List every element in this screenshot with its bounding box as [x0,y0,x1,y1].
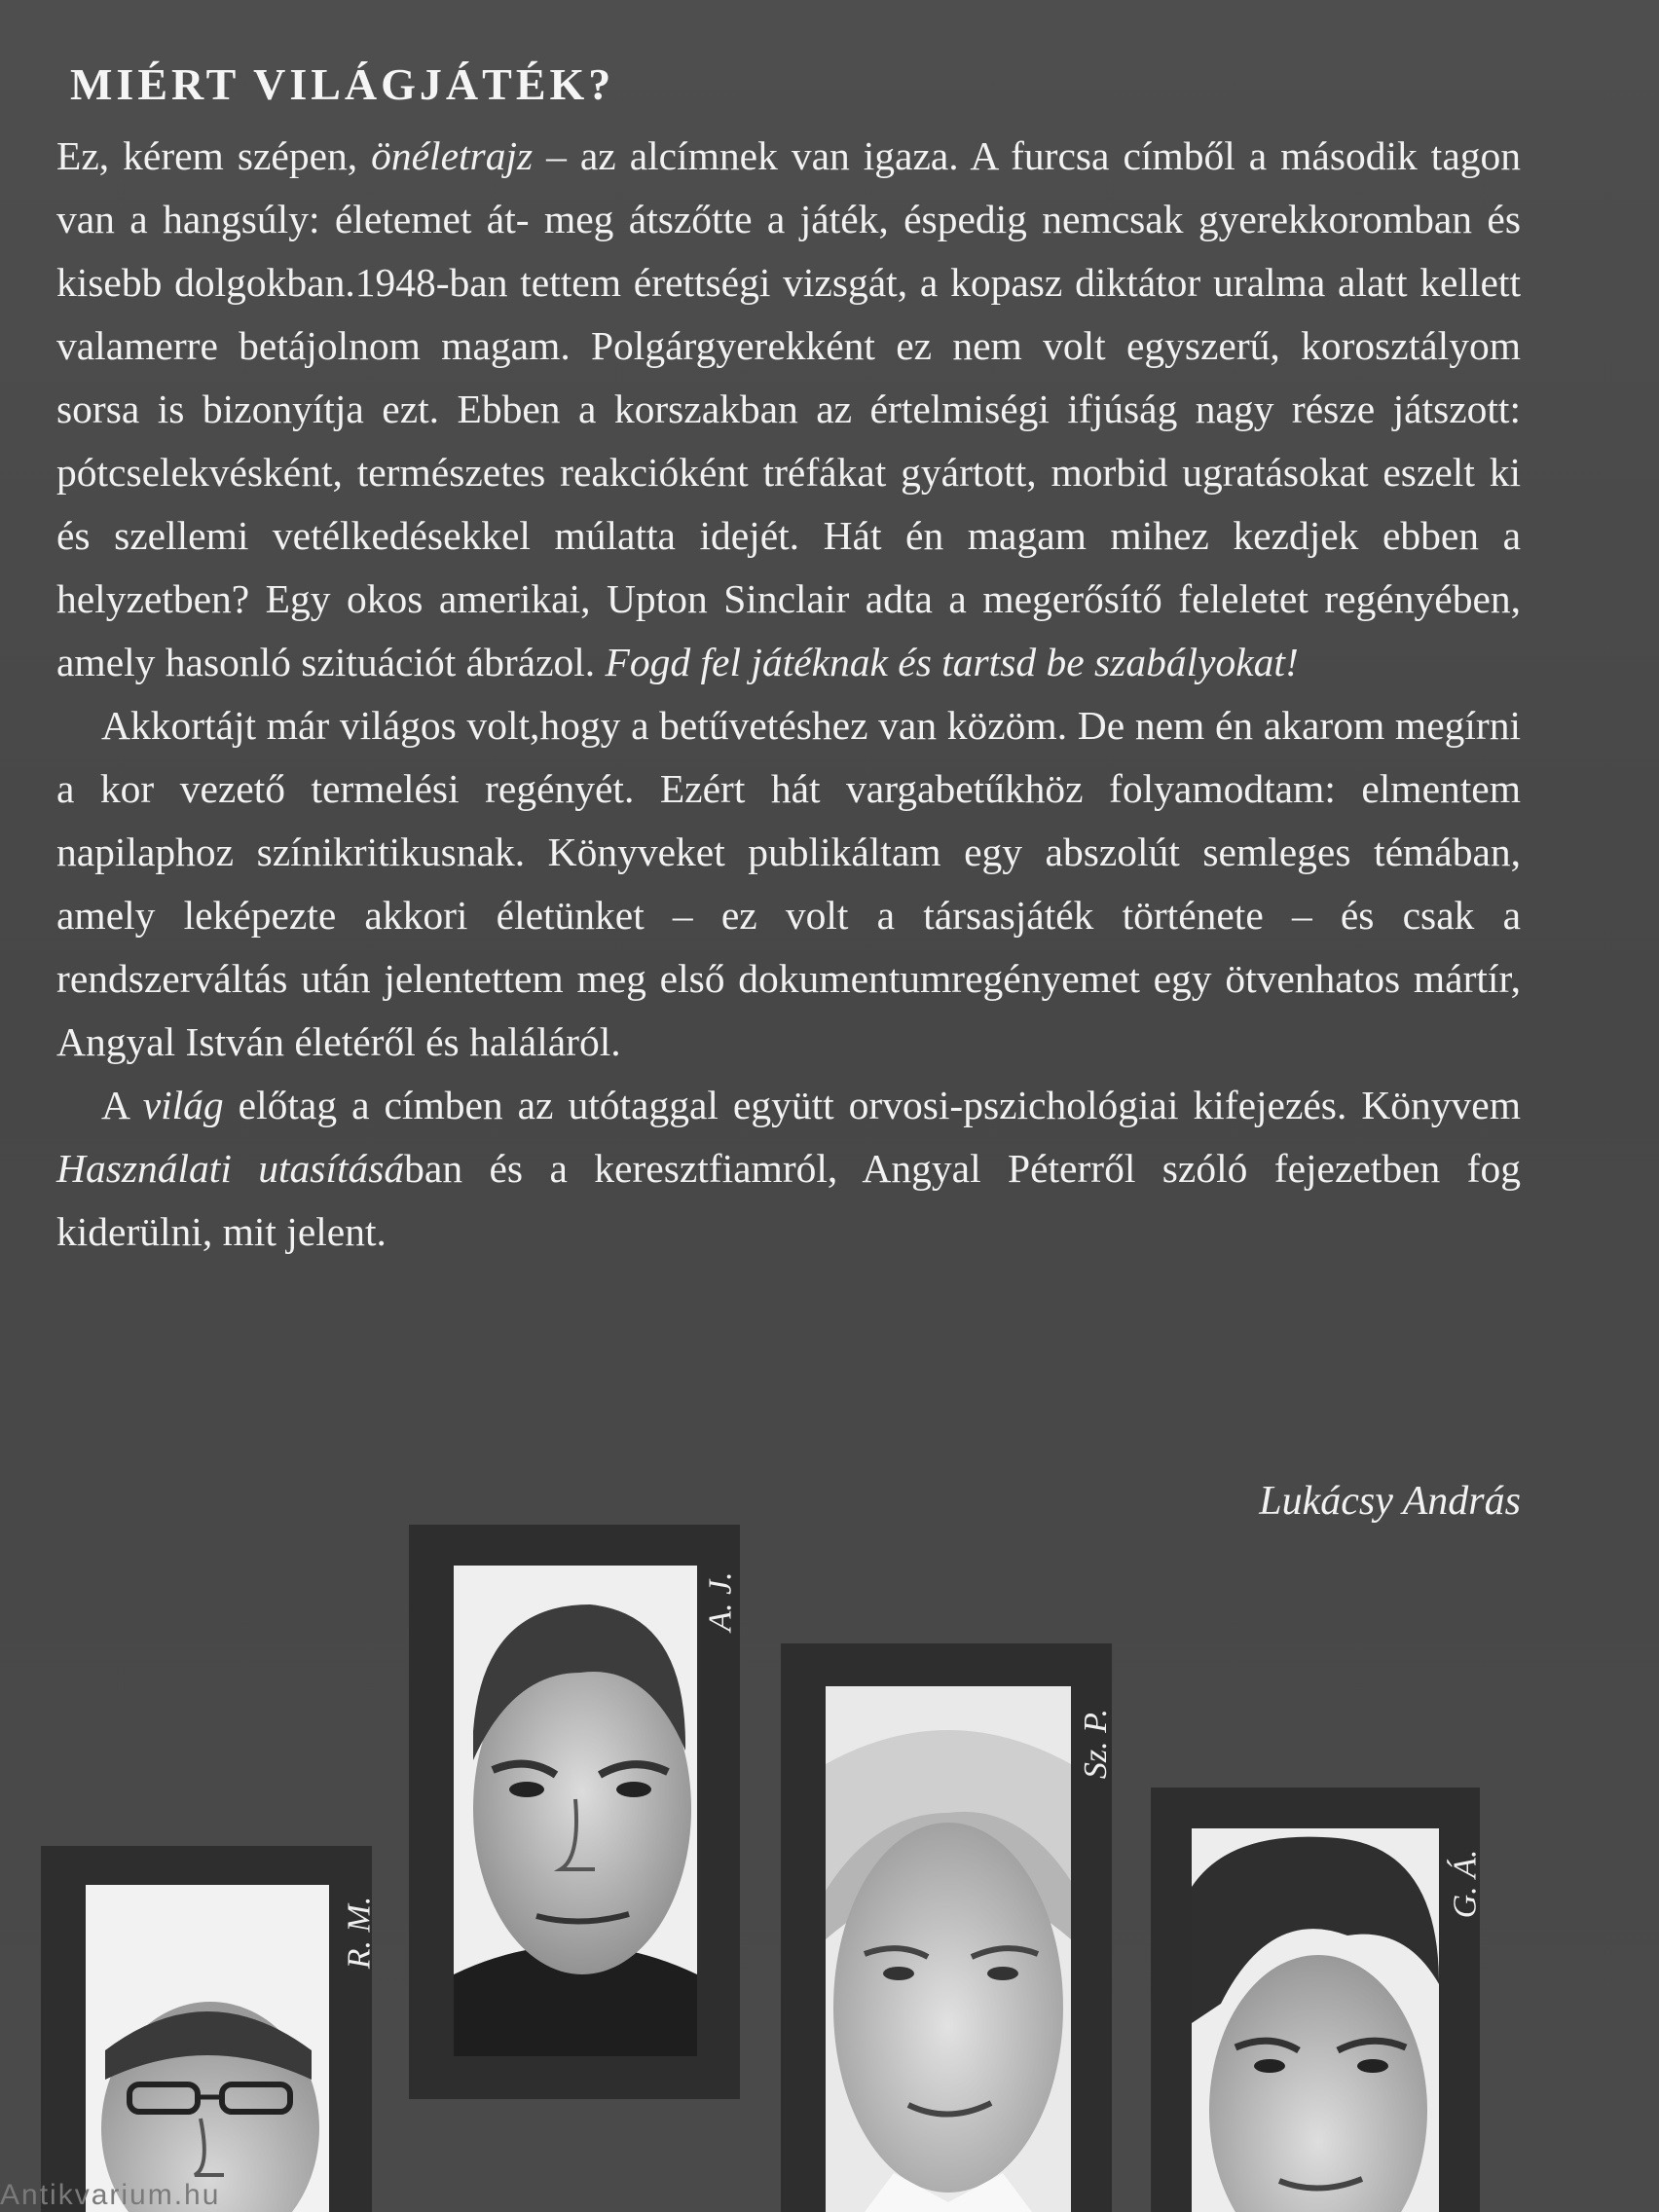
author-signature: Lukácsy András [1259,1479,1521,1524]
portrait-photo-elderly-woman-icon [826,1686,1071,2212]
portrait-photo-woman-icon [1192,1828,1439,2212]
text-run-italic: Használati utasításá [56,1146,405,1191]
watermark-text: Antikvarium.hu [0,2179,221,2211]
portrait-photo-man-glasses-icon [86,1885,329,2212]
text-run: ban és a keresztfiamról, Angyal Péterről szóló fejezetben fog kiderülni, mit jelent. [56,1146,1521,1254]
text-run: – az alcímnek van igaza. A furcsa címből a második tagon van a hangsúly: életemet át- meg átszőtte a játék, éspedig nemcsak gyerekkoromban és kisebb dolgokban.1948-ban tettem érettségi vizsgát, a kopasz diktátor uralma alatt kellett valamerre betájolnom magam. Polgárgyerekként ez nem volt egyszerű, korosztályom sorsa is bizonyítja ezt. Ebben a korszakban az értelmiségi ifjúság nagy része játszott: pótcselekvésként, természetes reakcióként tréfákat gyártott, morbid ugratásokat eszelt ki és szellemi vetélkedésekkel múlatta idejét. Hát én magam mihez kezdjek ebben a helyzetben? Egy okos amerikai, Upton Sinclair adta a megerősítő feleletet regényében, amely hasonló szituációt ábrázol. [56,133,1521,684]
portrait-initials: Sz. P. [1078,1708,1115,1780]
text-run: előtag a címben az utótaggal együtt orvosi-pszichológiai kifejezés. Könyvem [223,1083,1521,1127]
body-text [56,125,1521,1264]
portrait-frame-3 [781,1643,1115,2212]
text-run-italic: világ [142,1083,224,1127]
portrait-initials: R. M. [341,1896,378,1970]
paragraph-1 [56,125,1521,694]
paragraph-2 [56,694,1521,1074]
page-heading: MIÉRT VILÁGJÁTÉK? [70,59,615,109]
portrait-initials: G. Á. [1447,1849,1484,1919]
text-run: Ez, kérem szépen, [56,133,372,178]
portrait-frame-1 [41,1846,378,2212]
text-run-italic: önéletrajz [371,133,534,178]
portrait-frame-4 [1151,1788,1484,2212]
paragraph-3 [56,1074,1521,1264]
text-run: Akkortájt már világos volt,hogy a betűvetéshez van közöm. De nem én akarom megírni a kor vezető termelési regényét. Ezért hát vargabetűkhöz folyamodtam: elmentem napilaphoz színikritikusnak. Könyveket publikáltam egy abszolút semleges témában, amely leképezte akkori életünket – ez volt a társasjáték története – és csak a rendszerváltás után jelentettem meg első dokumentumregényemet egy ötvenhatos mártír, Angyal István életéről és haláláról. [56,703,1521,1064]
portrait-initials: A. J. [702,1571,739,1632]
portrait-photo-man-icon [454,1566,697,2056]
text-run: A [101,1083,143,1127]
text-run-italic: Fogd fel játéknak és tartsd be szabályokat! [605,640,1299,684]
portrait-frame-2 [409,1525,740,2099]
